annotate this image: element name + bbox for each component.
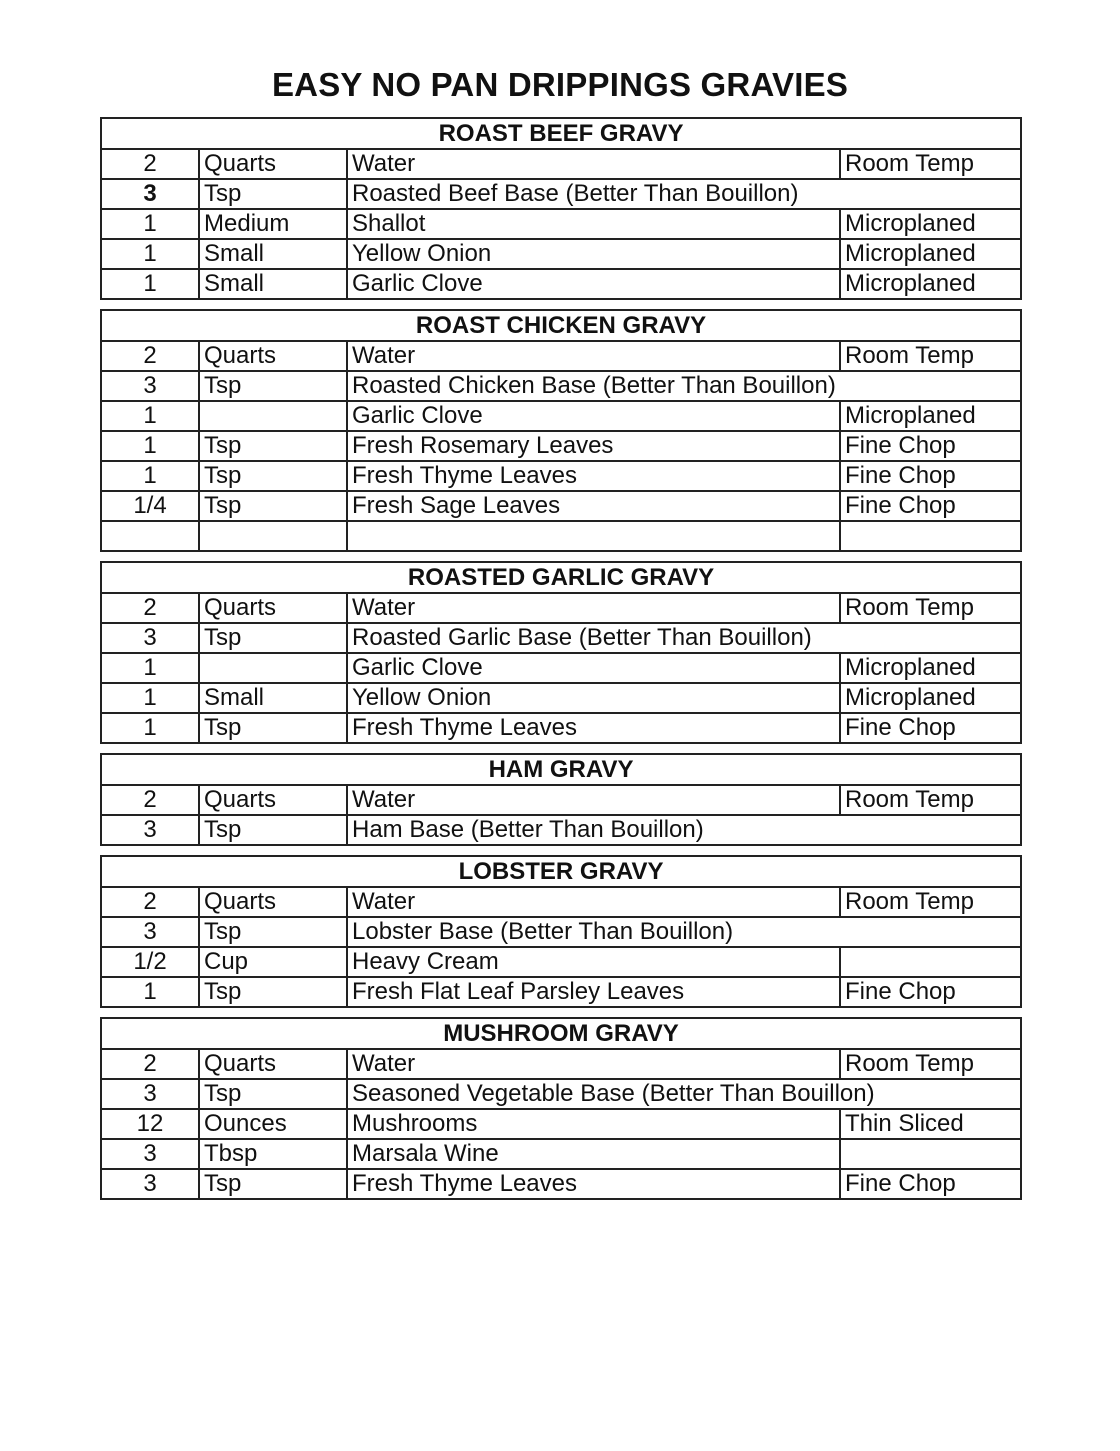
- quantity-cell: 2: [101, 887, 199, 917]
- ingredient-row: [101, 521, 1021, 551]
- quantity-cell: 2: [101, 593, 199, 623]
- quantity-cell: 12: [101, 1109, 199, 1139]
- preparation-cell: Fine Chop: [840, 461, 1021, 491]
- ingredient-cell: Heavy Cream: [347, 947, 840, 977]
- preparation-cell: Microplaned: [840, 239, 1021, 269]
- unit-cell: Tsp: [199, 815, 347, 845]
- ingredient-cell: Roasted Beef Base (Better Than Bouillon): [347, 179, 1021, 209]
- ingredient-cell: Yellow Onion: [347, 683, 840, 713]
- unit-cell: Tsp: [199, 917, 347, 947]
- quantity-cell: 1/2: [101, 947, 199, 977]
- ingredient-row: [101, 1139, 1021, 1169]
- quantity-cell: 1: [101, 431, 199, 461]
- quantity-cell: 3: [101, 917, 199, 947]
- quantity-cell: 2: [101, 785, 199, 815]
- unit-cell: Tsp: [199, 371, 347, 401]
- ingredient-cell: Water: [347, 341, 840, 371]
- unit-cell: [199, 521, 347, 551]
- ingredient-row: [101, 917, 1021, 947]
- ingredient-row: [101, 401, 1021, 431]
- ingredient-cell: Fresh Rosemary Leaves: [347, 431, 840, 461]
- unit-cell: Quarts: [199, 887, 347, 917]
- ingredient-cell: Water: [347, 593, 840, 623]
- ingredient-row: [101, 239, 1021, 269]
- preparation-cell: Fine Chop: [840, 977, 1021, 1007]
- quantity-cell: 2: [101, 1049, 199, 1079]
- ingredient-row: [101, 653, 1021, 683]
- ingredient-cell: Roasted Garlic Base (Better Than Bouillon): [347, 623, 1021, 653]
- preparation-cell: Room Temp: [840, 1049, 1021, 1079]
- section-title-row: [101, 856, 1021, 887]
- preparation-cell: Microplaned: [840, 683, 1021, 713]
- preparation-cell: Fine Chop: [840, 491, 1021, 521]
- ingredient-cell: Water: [347, 149, 840, 179]
- unit-cell: Quarts: [199, 593, 347, 623]
- quantity-cell: 3: [101, 623, 199, 653]
- quantity-cell: 3: [101, 1079, 199, 1109]
- unit-cell: Quarts: [199, 1049, 347, 1079]
- ingredient-row: [101, 1079, 1021, 1109]
- quantity-cell: 3: [101, 815, 199, 845]
- ingredient-row: [101, 371, 1021, 401]
- section-title-row: [101, 118, 1021, 149]
- ingredient-cell: [347, 521, 840, 551]
- unit-cell: Tsp: [199, 977, 347, 1007]
- quantity-cell: 1: [101, 269, 199, 299]
- ingredient-row: [101, 977, 1021, 1007]
- page-title: EASY NO PAN DRIPPINGS GRAVIES: [271, 66, 849, 103]
- recipe-table-roasted-garlic-gravy: [100, 561, 1022, 744]
- ingredient-row: [101, 623, 1021, 653]
- unit-cell: Quarts: [199, 149, 347, 179]
- quantity-cell: 3: [101, 1169, 199, 1199]
- ingredient-row: [101, 887, 1021, 917]
- ingredient-cell: Fresh Flat Leaf Parsley Leaves: [347, 977, 840, 1007]
- section-title-row: [101, 754, 1021, 785]
- ingredient-cell: Fresh Thyme Leaves: [347, 1169, 840, 1199]
- ingredient-cell: Seasoned Vegetable Base (Better Than Bouillon): [347, 1079, 1021, 1109]
- section-title: MUSHROOM GRAVY: [101, 1018, 1021, 1049]
- recipe-table-ham-gravy: [100, 753, 1022, 846]
- unit-cell: Medium: [199, 209, 347, 239]
- ingredient-row: [101, 149, 1021, 179]
- recipe-table-lobster-gravy: [100, 855, 1022, 1008]
- ingredient-cell: Fresh Thyme Leaves: [347, 713, 840, 743]
- unit-cell: Tsp: [199, 491, 347, 521]
- ingredient-cell: Water: [347, 887, 840, 917]
- ingredient-cell: Fresh Sage Leaves: [347, 491, 840, 521]
- unit-cell: Tsp: [199, 623, 347, 653]
- ingredient-row: [101, 179, 1021, 209]
- unit-cell: Ounces: [199, 1109, 347, 1139]
- ingredient-cell: Garlic Clove: [347, 401, 840, 431]
- preparation-cell: [840, 521, 1021, 551]
- ingredient-row: [101, 683, 1021, 713]
- recipe-table-roast-beef-gravy: [100, 117, 1022, 300]
- section-title: HAM GRAVY: [101, 754, 1021, 785]
- section-title-row: [101, 562, 1021, 593]
- section-title: ROASTED GARLIC GRAVY: [101, 562, 1021, 593]
- section-title: ROAST BEEF GRAVY: [101, 118, 1021, 149]
- section-title: LOBSTER GRAVY: [101, 856, 1021, 887]
- quantity-cell: 2: [101, 341, 199, 371]
- preparation-cell: Thin Sliced: [840, 1109, 1021, 1139]
- preparation-cell: Room Temp: [840, 149, 1021, 179]
- ingredient-cell: Garlic Clove: [347, 269, 840, 299]
- unit-cell: [199, 653, 347, 683]
- quantity-cell: 1: [101, 653, 199, 683]
- preparation-cell: Room Temp: [840, 341, 1021, 371]
- preparation-cell: Fine Chop: [840, 431, 1021, 461]
- unit-cell: Tsp: [199, 713, 347, 743]
- preparation-cell: Fine Chop: [840, 713, 1021, 743]
- unit-cell: Tsp: [199, 431, 347, 461]
- ingredient-row: [101, 815, 1021, 845]
- ingredient-cell: Mushrooms: [347, 1109, 840, 1139]
- quantity-cell: 1: [101, 209, 199, 239]
- unit-cell: Small: [199, 239, 347, 269]
- section-title: ROAST CHICKEN GRAVY: [101, 310, 1021, 341]
- quantity-cell: 1: [101, 239, 199, 269]
- recipe-sections: [100, 117, 1020, 1209]
- unit-cell: [199, 401, 347, 431]
- preparation-cell: [840, 947, 1021, 977]
- ingredient-cell: Marsala Wine: [347, 1139, 840, 1169]
- ingredient-row: [101, 593, 1021, 623]
- ingredient-cell: Roasted Chicken Base (Better Than Bouillon): [347, 371, 1021, 401]
- ingredient-cell: Water: [347, 785, 840, 815]
- ingredient-cell: Yellow Onion: [347, 239, 840, 269]
- preparation-cell: Fine Chop: [840, 1169, 1021, 1199]
- quantity-cell: 3: [101, 179, 199, 209]
- ingredient-row: [101, 1049, 1021, 1079]
- unit-cell: Small: [199, 683, 347, 713]
- unit-cell: Tsp: [199, 461, 347, 491]
- ingredient-row: [101, 713, 1021, 743]
- unit-cell: Small: [199, 269, 347, 299]
- unit-cell: Tbsp: [199, 1139, 347, 1169]
- section-title-row: [101, 1018, 1021, 1049]
- section-title-row: [101, 310, 1021, 341]
- quantity-cell: 1: [101, 977, 199, 1007]
- recipe-table-mushroom-gravy: [100, 1017, 1022, 1200]
- ingredient-cell: Water: [347, 1049, 840, 1079]
- unit-cell: Quarts: [199, 341, 347, 371]
- ingredient-row: [101, 785, 1021, 815]
- quantity-cell: 1: [101, 713, 199, 743]
- preparation-cell: Microplaned: [840, 653, 1021, 683]
- ingredient-cell: Fresh Thyme Leaves: [347, 461, 840, 491]
- quantity-cell: 3: [101, 1139, 199, 1169]
- quantity-cell: 1: [101, 401, 199, 431]
- recipe-table-roast-chicken-gravy: [100, 309, 1022, 552]
- preparation-cell: [840, 1139, 1021, 1169]
- preparation-cell: Microplaned: [840, 269, 1021, 299]
- quantity-cell: 1: [101, 683, 199, 713]
- ingredient-row: [101, 269, 1021, 299]
- ingredient-row: [101, 461, 1021, 491]
- preparation-cell: Room Temp: [840, 785, 1021, 815]
- ingredient-row: [101, 947, 1021, 977]
- ingredient-cell: Ham Base (Better Than Bouillon): [347, 815, 1021, 845]
- unit-cell: Tsp: [199, 1079, 347, 1109]
- ingredient-row: [101, 341, 1021, 371]
- ingredient-row: [101, 1109, 1021, 1139]
- preparation-cell: Microplaned: [840, 209, 1021, 239]
- ingredient-row: [101, 491, 1021, 521]
- ingredient-cell: Garlic Clove: [347, 653, 840, 683]
- unit-cell: Tsp: [199, 1169, 347, 1199]
- ingredient-row: [101, 431, 1021, 461]
- quantity-cell: 2: [101, 149, 199, 179]
- unit-cell: Cup: [199, 947, 347, 977]
- unit-cell: Tsp: [199, 179, 347, 209]
- quantity-cell: 1: [101, 461, 199, 491]
- unit-cell: Quarts: [199, 785, 347, 815]
- quantity-cell: 3: [101, 371, 199, 401]
- preparation-cell: Microplaned: [840, 401, 1021, 431]
- quantity-cell: [101, 521, 199, 551]
- ingredient-cell: Lobster Base (Better Than Bouillon): [347, 917, 1021, 947]
- ingredient-row: [101, 209, 1021, 239]
- quantity-cell: 1/4: [101, 491, 199, 521]
- preparation-cell: Room Temp: [840, 887, 1021, 917]
- ingredient-row: [101, 1169, 1021, 1199]
- preparation-cell: Room Temp: [840, 593, 1021, 623]
- ingredient-cell: Shallot: [347, 209, 840, 239]
